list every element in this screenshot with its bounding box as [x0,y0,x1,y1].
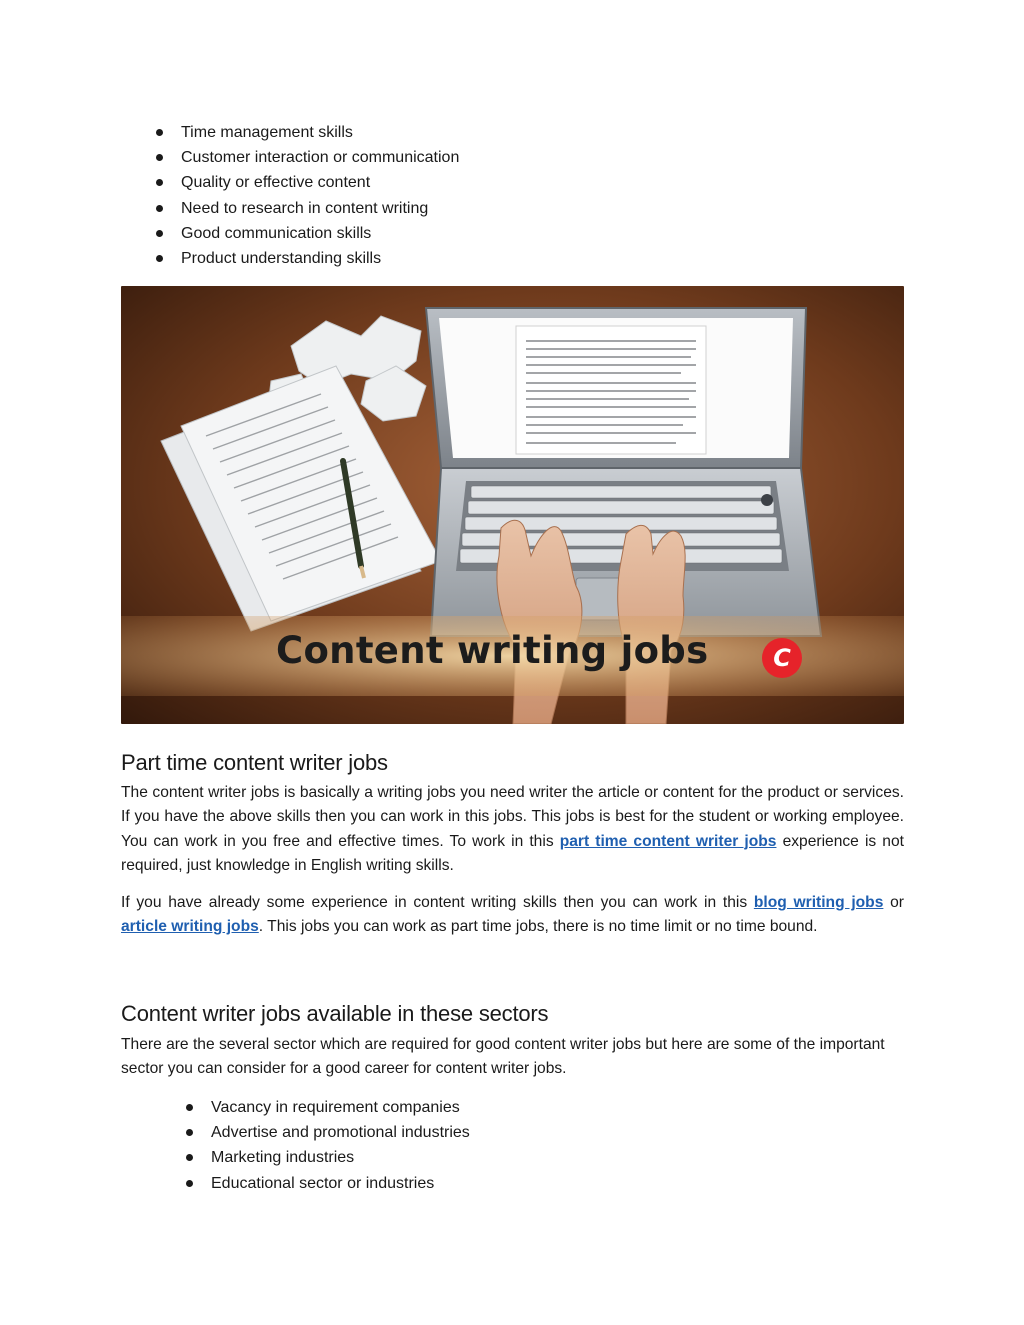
paragraph-experience [121,891,904,940]
list-item: Educational sector or industries [211,1171,470,1196]
paragraph-text: experience is not required, just knowledge in English writing skills. [121,832,904,874]
hero-image [121,286,904,724]
brand-logo-icon [762,638,802,678]
article-writing-jobs-link[interactable]: article writing jobs [121,918,259,936]
paragraph-part-time-intro [121,781,904,878]
section-heading-part-time: Part time content writer jobs [121,750,388,775]
paragraph-text: The content writer jobs is basically a writing jobs you need writer the article or content for the product or services. If you have the above skills then you can work in this jobs. This jobs is best for the student or working employee. You can work in you free and effective times. To work in this [121,784,904,850]
skills-list [181,120,459,271]
list-item: Advertise and promotional industries [211,1120,470,1145]
list-item: Quality or effective content [181,170,459,195]
list-item: Vacancy in requirement companies [211,1095,470,1120]
list-item: Time management skills [181,120,459,145]
hero-caption: Content writing jobs [276,629,709,672]
paragraph-sectors-intro: There are the several sector which are required for good content writer jobs but here are some of the important sector you can consider for a good career for content writer jobs. [121,1036,885,1078]
blog-writing-jobs-link[interactable]: blog writing jobs [753,894,884,911]
paragraph-text: If you have already some experience in content writing skills then you can work in this [121,894,754,911]
sectors-list [211,1095,470,1196]
paragraph-text: or [883,894,904,911]
section-heading-sectors: Content writer jobs available in these sectors [121,1001,549,1026]
list-item: Need to research in content writing [181,196,459,221]
brand-logo-letter: C [773,644,791,672]
list-item: Product understanding skills [181,246,459,271]
part-time-content-writer-jobs-link[interactable]: part time content writer jobs [559,832,777,850]
paragraph-text: . This jobs you can work as part time jobs, there is no time limit or no time bound. [258,918,818,936]
list-item: Marketing industries [211,1145,470,1170]
list-item: Good communication skills [181,221,459,246]
list-item: Customer interaction or communication [181,145,459,170]
